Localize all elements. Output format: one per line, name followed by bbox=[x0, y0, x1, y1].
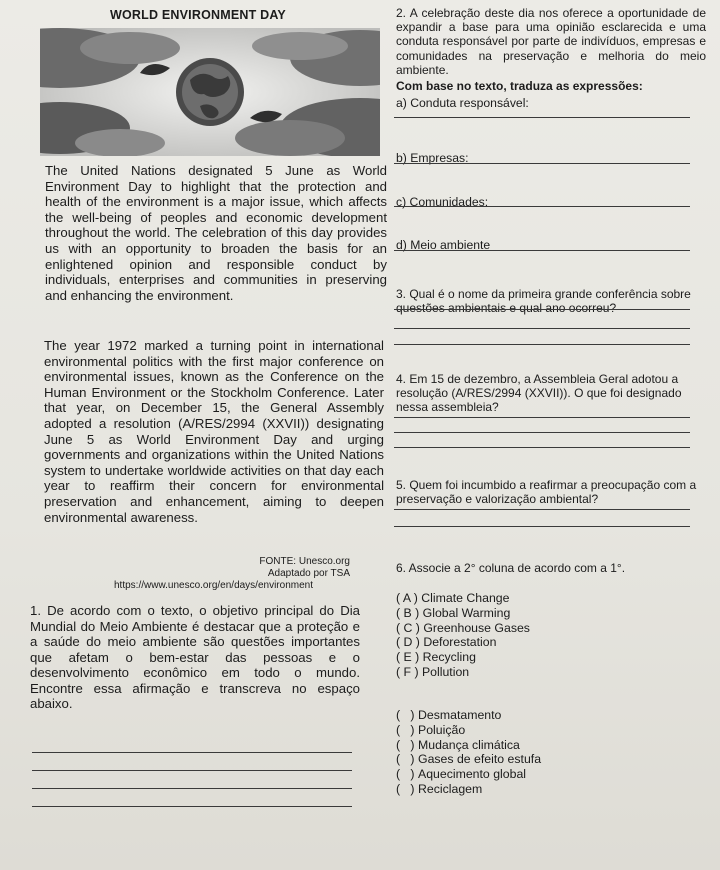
q2-item-d: d) Meio ambiente bbox=[396, 238, 491, 252]
answer-parentheses[interactable]: ( ) bbox=[396, 767, 415, 782]
q2-item-a: a) Conduta responsável: bbox=[396, 96, 529, 110]
question-2: 2. A celebração deste dia nos oferece a oportunidade de expandir a base para uma opinião esclarecida e uma conduta responsável por parte de indivíduos, empresas e comunidades na preservação e melhoria do meio ambiente. bbox=[396, 6, 706, 77]
passage-paragraph-2: The year 1972 marked a turning point in international environmental politics with the first major conference on environmental issues, known as the Conference on the Human Environment or the Stockholm Conference. Later that year, on December 15, the General Assembly adopted a resolution (A/RES/2994 (XXVII)) designating June 5 as World Environment Day and urging governments and organizations within the United Nations system to undertake worldwide activities on that day each year to reaffirm their concern for environmental preservation and enhancement, aiming to deepen environmental awareness. bbox=[44, 338, 384, 525]
answer-line[interactable] bbox=[32, 753, 352, 771]
q2-item-b: b) Empresas: bbox=[396, 151, 469, 165]
q2-answer-line-b[interactable] bbox=[394, 163, 690, 164]
hands-globe-illustration bbox=[40, 28, 380, 156]
question-1-answer-lines bbox=[32, 735, 352, 807]
q2-answer-line-a[interactable] bbox=[394, 117, 690, 118]
question-6: 6. Associe a 2° coluna de acordo com a 1°. bbox=[396, 561, 626, 575]
answer-line[interactable] bbox=[32, 771, 352, 789]
source-citation bbox=[80, 556, 380, 591]
q4-answer-line[interactable] bbox=[394, 447, 690, 448]
first-column-item: ( F ) Pollution bbox=[396, 664, 470, 679]
source-url: https://www.unesco.org/en/days/environment bbox=[114, 580, 313, 591]
second-column-item: ( ) Desmatamento bbox=[396, 708, 502, 722]
first-column-item: ( A ) Climate Change bbox=[396, 591, 510, 605]
second-column-item: ( ) Aquecimento global bbox=[396, 767, 527, 782]
answer-parentheses[interactable]: ( ) bbox=[396, 737, 415, 752]
first-column-list bbox=[396, 591, 530, 680]
first-column-item: ( D ) Deforestation bbox=[396, 635, 497, 650]
answer-line[interactable] bbox=[32, 789, 352, 807]
question-3: 3. Qual é o nome da primeira grande conferência sobre questões ambientais e qual ano ocorreu? bbox=[396, 287, 691, 316]
q2-item-c: c) Comunidades: bbox=[396, 195, 489, 209]
answer-line[interactable] bbox=[32, 735, 352, 753]
first-column-item: ( C ) Greenhouse Gases bbox=[396, 620, 530, 635]
q4-answer-line[interactable] bbox=[394, 417, 690, 418]
q5-answer-line[interactable] bbox=[394, 509, 690, 510]
answer-parentheses[interactable]: ( ) bbox=[396, 781, 415, 796]
q2-answer-line-c[interactable] bbox=[394, 206, 690, 207]
question-5: 5. Quem foi incumbido a reafirmar a preocupação com a preservação e valorização ambiental? bbox=[396, 478, 697, 507]
answer-parentheses[interactable]: ( ) bbox=[396, 752, 415, 767]
second-column-item: ( ) Poluição bbox=[396, 722, 466, 737]
q3-answer-line[interactable] bbox=[394, 344, 690, 345]
second-column-item: ( ) Gases de efeito estufa bbox=[396, 752, 542, 767]
question-1: 1. De acordo com o texto, o objetivo principal do Dia Mundial do Meio Ambiente é destacar que a proteção e a saúde do meio ambiente são questões importantes que afetam o bem-estar das pessoas e o desenvolvimento econômico em todo o mundo. Encontre essa afirmação e transcreva no espaço abaixo. bbox=[30, 603, 360, 711]
answer-parentheses[interactable]: ( ) bbox=[396, 722, 415, 737]
second-column-item: ( ) Reciclagem bbox=[396, 781, 483, 796]
question-4: 4. Em 15 de dezembro, a Assembleia Geral adotou a resolução (A/RES/2994 (XXVII)). O que foi designado nessa assembleia? bbox=[396, 372, 682, 415]
answer-parentheses[interactable]: ( ) bbox=[396, 708, 415, 722]
worksheet-title: WORLD ENVIRONMENT DAY bbox=[110, 8, 286, 22]
question-2-instruction: Com base no texto, traduza as expressões: bbox=[396, 79, 643, 93]
q3-answer-line[interactable] bbox=[394, 309, 690, 310]
q4-answer-line[interactable] bbox=[394, 432, 690, 433]
source-line-2: Adaptado por TSA bbox=[267, 567, 350, 579]
hands-globe-photo bbox=[40, 28, 380, 156]
second-column-list bbox=[396, 708, 541, 797]
source-line-1: FONTE: Unesco.org bbox=[259, 556, 350, 567]
q2-answer-line-d[interactable] bbox=[394, 250, 690, 251]
q5-answer-line[interactable] bbox=[394, 526, 690, 527]
first-column-item: ( E ) Recycling bbox=[396, 650, 476, 665]
q3-answer-line[interactable] bbox=[394, 328, 690, 329]
passage-paragraph-1: The United Nations designated 5 June as World Environment Day to highlight that the protection and health of the environment is a major issue, which affects the well-being of peoples and economic development throughout the world. The celebration of this day provides us with an opportunity to broaden the basis for an enlightened opinion and responsible conduct by individuals, enterprises and communities in preserving and enhancing the environment. bbox=[45, 163, 387, 303]
second-column-item: ( ) Mudança climática bbox=[396, 737, 520, 752]
first-column-item: ( B ) Global Warming bbox=[396, 605, 511, 620]
